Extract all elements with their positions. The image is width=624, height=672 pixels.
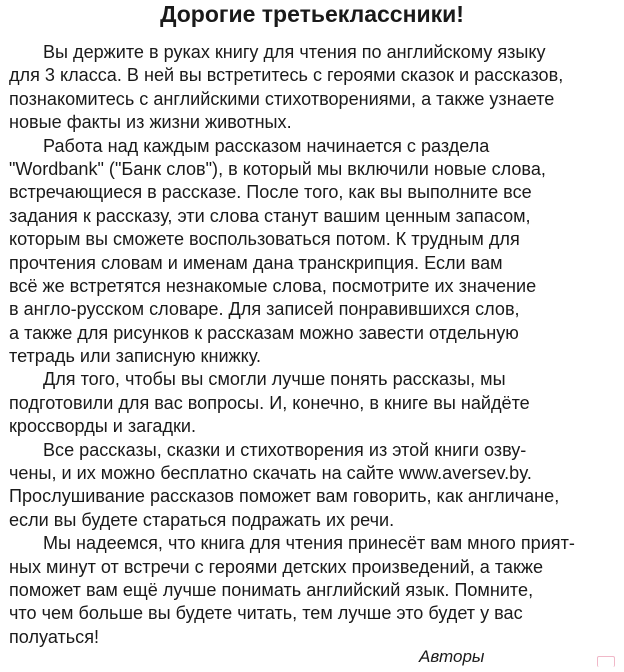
text-line: ных минут от встречи с героями детских произведений, а также bbox=[9, 556, 544, 577]
text-line: подготовили для вас вопросы. И, конечно, в книге вы найдёте bbox=[9, 392, 530, 413]
corner-mark-icon bbox=[597, 656, 615, 667]
text-line: новые факты из жизни животных. bbox=[9, 112, 292, 133]
text-line: Вы держите в руках книгу для чтения по английскому языку bbox=[43, 42, 546, 62]
text-line: "Wordbank" ("Банк слов"), в который мы включили новые слова, bbox=[9, 158, 546, 179]
signature: Авторы bbox=[419, 647, 485, 666]
text-line: тетрадь или записную книжку. bbox=[9, 346, 261, 367]
text-line: если вы будете стараться подражать их речи. bbox=[9, 509, 395, 530]
text-line: полуаться! bbox=[9, 626, 100, 647]
text-line: Для того, чтобы вы смогли лучше понять рассказы, мы bbox=[43, 369, 506, 390]
text-line: что чем больше вы будете читать, тем лучше это будет у вас bbox=[9, 603, 523, 624]
body-text bbox=[9, 41, 619, 649]
text-line: Прослушивание рассказов поможет вам говорить, как англичане, bbox=[9, 486, 560, 507]
text-line: а также для рисунков к рассказам можно завести отдельную bbox=[9, 322, 519, 343]
page-title: Дорогие третьеклассники! bbox=[160, 1, 464, 27]
text-line: которым вы сможете воспользоваться потом. К трудным для bbox=[9, 229, 520, 250]
text-line: в англо-русском словаре. Для записей понравившихся слов, bbox=[9, 299, 520, 320]
text-line: встречающиеся в рассказе. После того, как вы выполните все bbox=[9, 182, 532, 203]
text-line: чены, и их можно бесплатно скачать на сайте www.aversev.by. bbox=[9, 463, 532, 484]
text-line: Работа над каждым рассказом начинается с раздела bbox=[43, 135, 490, 156]
text-line: Все рассказы, сказки и стихотворения из этой книги озву- bbox=[43, 439, 527, 460]
text-line: задания к рассказу, эти слова станут вашим ценным запасом, bbox=[9, 205, 531, 226]
text-line: познакомитесь с английскими стихотворениями, а также узнаете bbox=[9, 88, 555, 109]
text-line: прочтения словам и именам дана транскрипция. Если вам bbox=[9, 252, 503, 273]
text-line: для 3 класса. В ней вы встретитесь с героями сказок и рассказов, bbox=[9, 65, 564, 86]
text-line: кроссворды и загадки. bbox=[9, 416, 197, 437]
text-line: всё же встретятся незнакомые слова, посмотрите их значение bbox=[9, 275, 537, 296]
text-line: поможет вам ещё лучше понимать английский язык. Помните, bbox=[9, 579, 534, 600]
text-line: Мы надеемся, что книга для чтения принесёт вам много прият- bbox=[43, 533, 575, 554]
